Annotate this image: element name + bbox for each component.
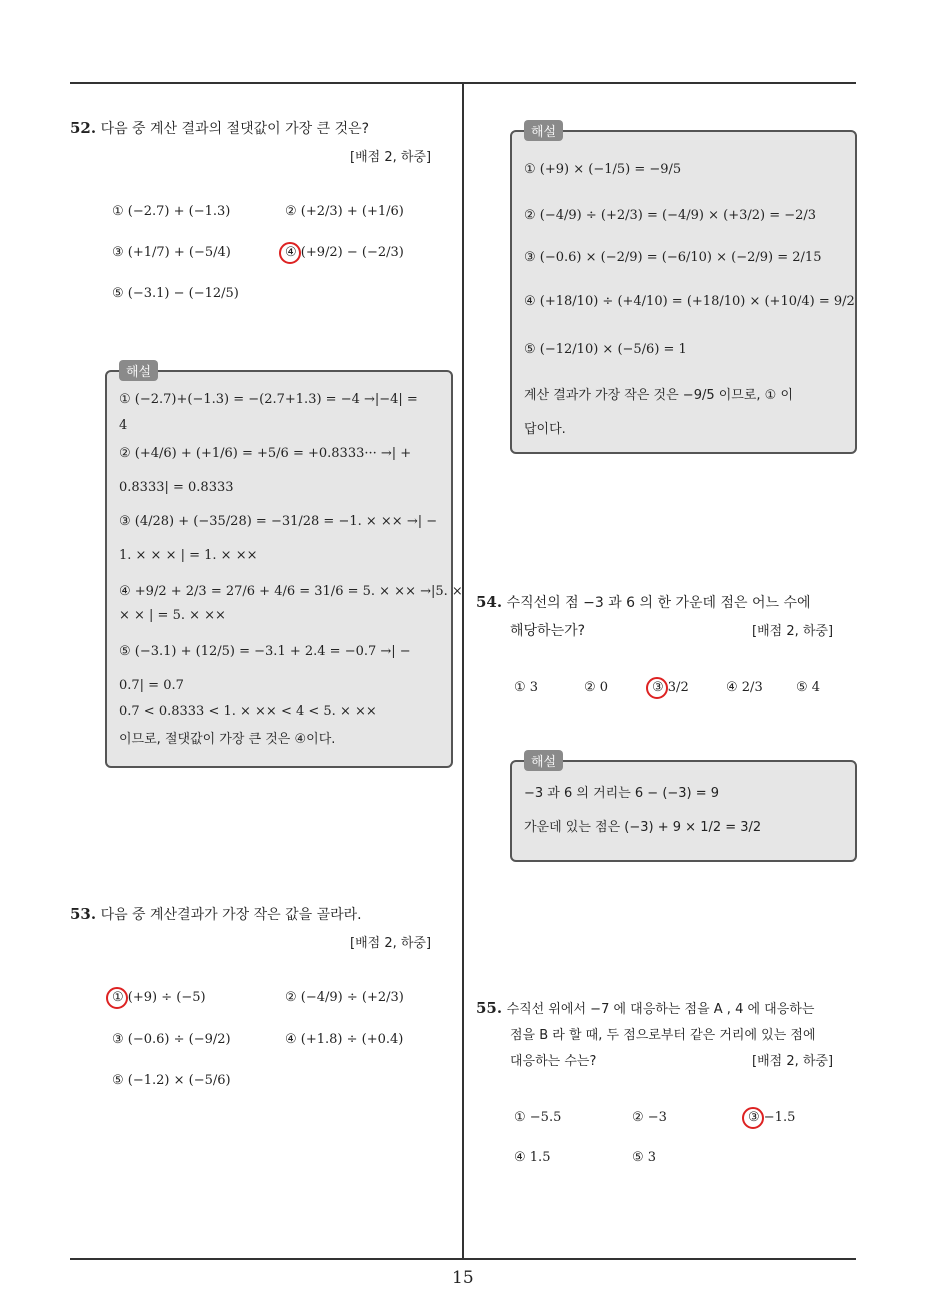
- question-text-cont: 점을 B 라 할 때, 두 점으로부터 같은 거리에 있는 점에: [510, 1028, 816, 1043]
- solution-line: 이므로, 절댓값이 가장 큰 것은 ④이다.: [119, 732, 336, 747]
- question-number: 54.: [476, 593, 503, 611]
- option-5[interactable]: ⑤ 3: [632, 1150, 657, 1165]
- solution-box-54: [510, 755, 857, 862]
- solution-line: ③ (−0.6) × (−2/9) = (−6/10) × (−2/9) = 2/15: [524, 250, 822, 265]
- question-meta: [배점 2, 하중]: [350, 150, 432, 165]
- solution-line: 가운데 있는 점은 (−3) + 9 × 1/2 = 3/2: [524, 820, 762, 835]
- solution-line: 1. × × × | = 1. × ××: [119, 548, 258, 563]
- option-3[interactable]: ③ −1.5: [748, 1110, 796, 1125]
- question-text: 수직선 위에서 −7 에 대응하는 점을 A , 4 에 대응하는: [506, 1002, 815, 1017]
- question-number: 52.: [70, 119, 97, 137]
- answer-mark: [279, 242, 301, 264]
- option-2[interactable]: ② (+2/3) + (+1/6): [285, 204, 404, 219]
- question-meta: [배점 2, 하중]: [752, 624, 834, 639]
- question-text: 수직선의 점 −3 과 6 의 한 가운데 점은 어느 수에: [506, 595, 811, 611]
- solution-line: ② (−4/9) ÷ (+2/3) = (−4/9) × (+3/2) = −2/3: [524, 208, 817, 223]
- option-4[interactable]: ④ (+1.8) ÷ (+0.4): [285, 1032, 404, 1047]
- solution-box-53: [510, 125, 857, 454]
- option-4[interactable]: ④ (+9/2) − (−2/3): [285, 245, 404, 260]
- solution-line: 답이다.: [524, 422, 566, 437]
- solution-line: 0.7 < 0.8333 < 1. × ×× < 4 < 5. × ××: [119, 704, 377, 719]
- solution-box-52: [105, 365, 463, 768]
- solution-tag: 해설: [524, 120, 563, 141]
- question-52: [70, 118, 369, 138]
- bottom-rule: [70, 1258, 856, 1260]
- solution-line: 4: [119, 418, 128, 433]
- solution-line: ① (+9) × (−1/5) = −9/5: [524, 162, 682, 177]
- question-text: 다음 중 계산결과가 가장 작은 값을 골라라.: [100, 907, 362, 923]
- option-1[interactable]: ① (−2.7) + (−1.3): [112, 204, 231, 219]
- solution-line: × × | = 5. × ××: [119, 608, 226, 623]
- option-5[interactable]: ⑤ (−1.2) × (−5/6): [112, 1073, 231, 1088]
- solution-line: ③ (4/28) + (−35/28) = −31/28 = −1. × ×× →| −: [119, 514, 438, 529]
- option-5[interactable]: ⑤ (−3.1) − (−12/5): [112, 286, 239, 301]
- solution-tag: 해설: [524, 750, 563, 771]
- answer-mark: [106, 987, 128, 1009]
- question-53: [70, 904, 362, 924]
- option-5[interactable]: ⑤ 4: [796, 680, 821, 695]
- option-2[interactable]: ② (−4/9) ÷ (+2/3): [285, 990, 404, 1005]
- question-text-cont: 해당하는가?: [510, 623, 586, 639]
- solution-line: ⑤ (−3.1) + (12/5) = −3.1 + 2.4 = −0.7 →| −: [119, 644, 411, 659]
- question-54: [476, 592, 811, 612]
- option-3[interactable]: ③ (−0.6) ÷ (−9/2): [112, 1032, 231, 1047]
- question-55: [476, 998, 814, 1017]
- answer-mark: [646, 677, 668, 699]
- column-divider: [462, 84, 464, 1260]
- option-2[interactable]: ② −3: [632, 1110, 667, 1125]
- question-text: 다음 중 계산 결과의 절댓값이 가장 큰 것은?: [100, 121, 370, 137]
- option-1[interactable]: ① 3: [514, 680, 539, 695]
- solution-line: 계산 결과가 가장 작은 것은 −9/5 이므로, ① 이: [524, 388, 794, 403]
- option-4[interactable]: ④ 1.5: [514, 1150, 551, 1165]
- solution-line: ⑤ (−12/10) × (−5/6) = 1: [524, 342, 687, 357]
- question-meta: [배점 2, 하중]: [752, 1054, 834, 1069]
- option-1[interactable]: ① −5.5: [514, 1110, 562, 1125]
- solution-tag: 해설: [119, 360, 158, 381]
- answer-mark: [742, 1107, 764, 1129]
- option-3[interactable]: ③ (+1/7) + (−5/4): [112, 245, 231, 260]
- solution-line: ② (+4/6) + (+1/6) = +5/6 = +0.8333··· →| +: [119, 446, 412, 461]
- page-number: 15: [452, 1268, 474, 1288]
- question-number: 55.: [476, 999, 503, 1017]
- solution-line: ④ (+18/10) ÷ (+4/10) = (+18/10) × (+10/4) = 9/2: [524, 294, 855, 309]
- question-meta: [배점 2, 하중]: [350, 936, 432, 951]
- option-2[interactable]: ② 0: [584, 680, 609, 695]
- option-4[interactable]: ④ 2/3: [726, 680, 763, 695]
- solution-line: 0.7| = 0.7: [119, 678, 184, 693]
- option-3[interactable]: ③ 3/2: [652, 680, 689, 695]
- option-1[interactable]: ① (+9) ÷ (−5): [112, 990, 206, 1005]
- solution-line: 0.8333| = 0.8333: [119, 480, 234, 495]
- solution-line: −3 과 6 의 거리는 6 − (−3) = 9: [524, 786, 720, 801]
- solution-line: ① (−2.7)+(−1.3) = −(2.7+1.3) = −4 →|−4| =: [119, 392, 418, 407]
- question-number: 53.: [70, 905, 97, 923]
- solution-line: ④ +9/2 + 2/3 = 27/6 + 4/6 = 31/6 = 5. × ×× →|5. ×: [119, 584, 463, 599]
- question-text-cont: 대응하는 수는?: [510, 1054, 597, 1069]
